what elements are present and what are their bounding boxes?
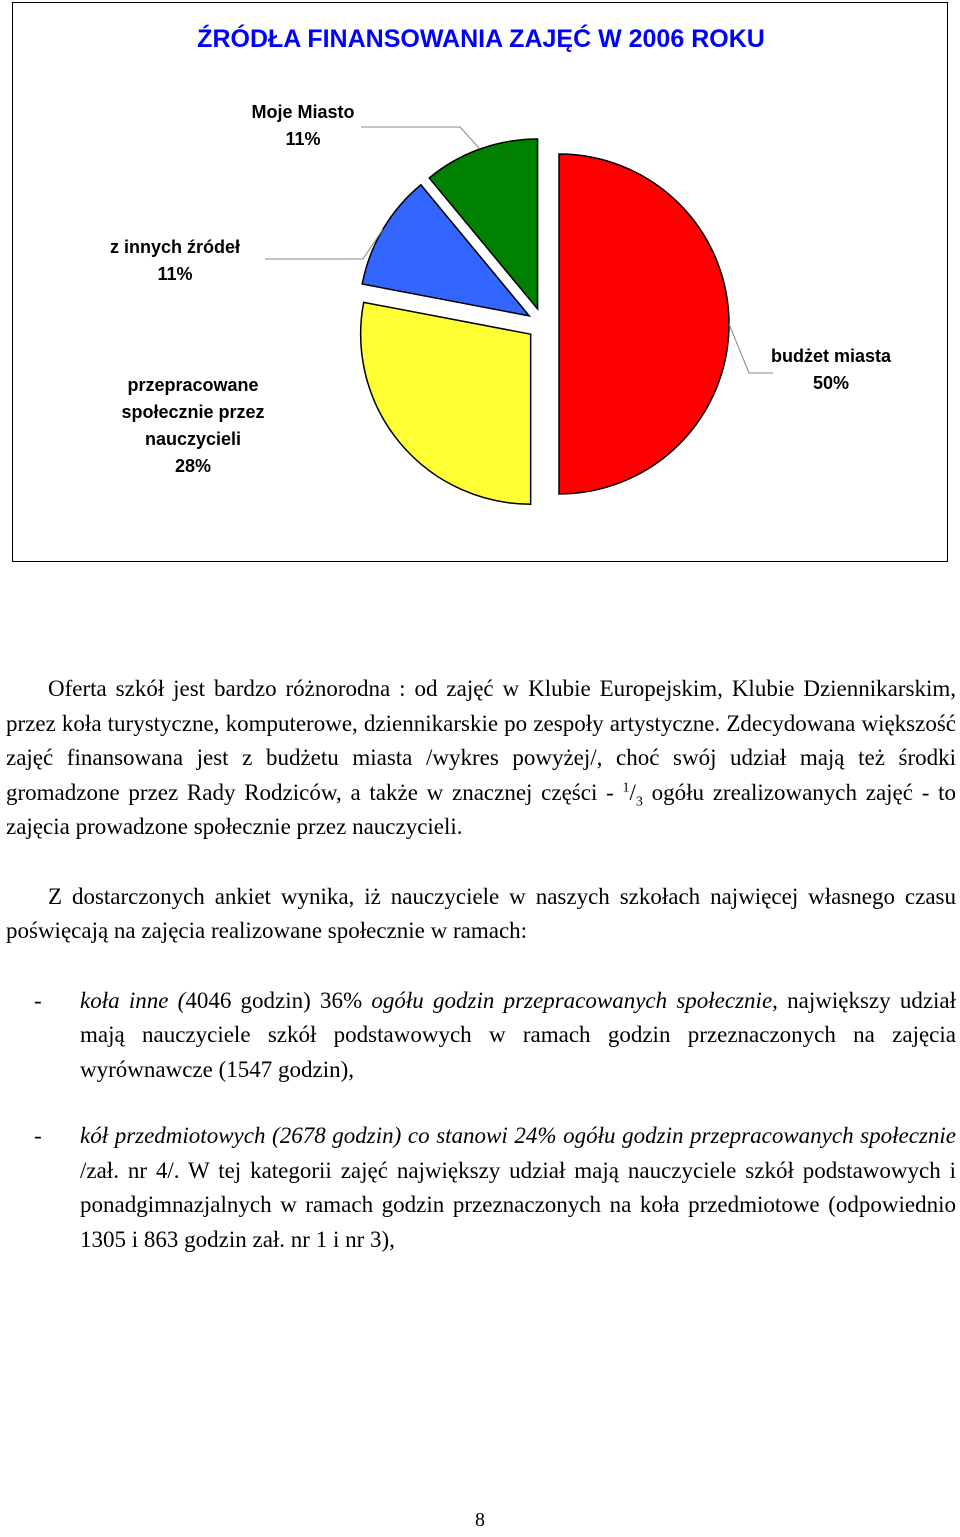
slice-label-moje-miasto: Moje Miasto 11% bbox=[251, 102, 355, 149]
list-item: - kół przedmiotowych (2678 godzin) co stanowi 24% ogółu godzin przepracowanych społecznie /zał. nr 4/. W tej kategorii zajęć największy udział mają nauczyciele szkół podstawowych i ponadgimnazjalnych w ramach godzin przeznaczonych na koła przedmiotowe (odpowiednio 1305 i 863 godzin zał. nr 1 i nr 3), bbox=[34, 1123, 956, 1252]
pie-slice-1 bbox=[361, 302, 531, 504]
paragraph-1: Oferta szkół jest bardzo różnorodna : od zajęć w Klubie Europejskim, Klubie Dziennikarskim, przez koła turystyczne, komputerowe, dziennikarskie po zespoły artystyczne. Zdecydowana większość zajęć finansowana jest z budżetu miasta /wykres powyżej/, choć swój udział mają też środki gromadzone przez Rady Rodziców, a także w znacznej części - $^1/_3$ ogółu zrealizowanych zajęć - to zajęcia prowadzone społecznie przez nauczycieli. bbox=[6, 676, 956, 839]
list-item: - koła inne (4046 godzin) 36% ogółu godzin przepracowanych społecznie, największy udział mają nauczyciele szkół podstawowych w ramach godzin przeznaczonych na zajęcia wyrównawcze (1547 godzin), bbox=[34, 987, 957, 1082]
pie-slice-0 bbox=[559, 154, 729, 494]
slice-label-przepracowane: przepracowane społecznie przez nauczycieli 28% bbox=[121, 375, 265, 476]
leader-line bbox=[265, 229, 383, 259]
slice-label-budzet-miasta: budżet miasta 50% bbox=[770, 346, 892, 393]
pie-chart bbox=[12, 2, 948, 562]
slice-label-z-innych-zrodel: z innych źródeł 11% bbox=[109, 237, 241, 284]
document-body bbox=[6, 672, 956, 1257]
paragraph-2: Z dostarczonych ankiet wynika, iż nauczyciele w naszych szkołach najwięcej własnego czasu poświęcają na zajęcia realizowane społecznie w ramach: bbox=[6, 883, 956, 943]
page-number: 8 bbox=[475, 1509, 485, 1531]
chart-title: ŹRÓDŁA FINANSOWANIA ZAJĘĆ W 2006 ROKU bbox=[197, 25, 765, 53]
